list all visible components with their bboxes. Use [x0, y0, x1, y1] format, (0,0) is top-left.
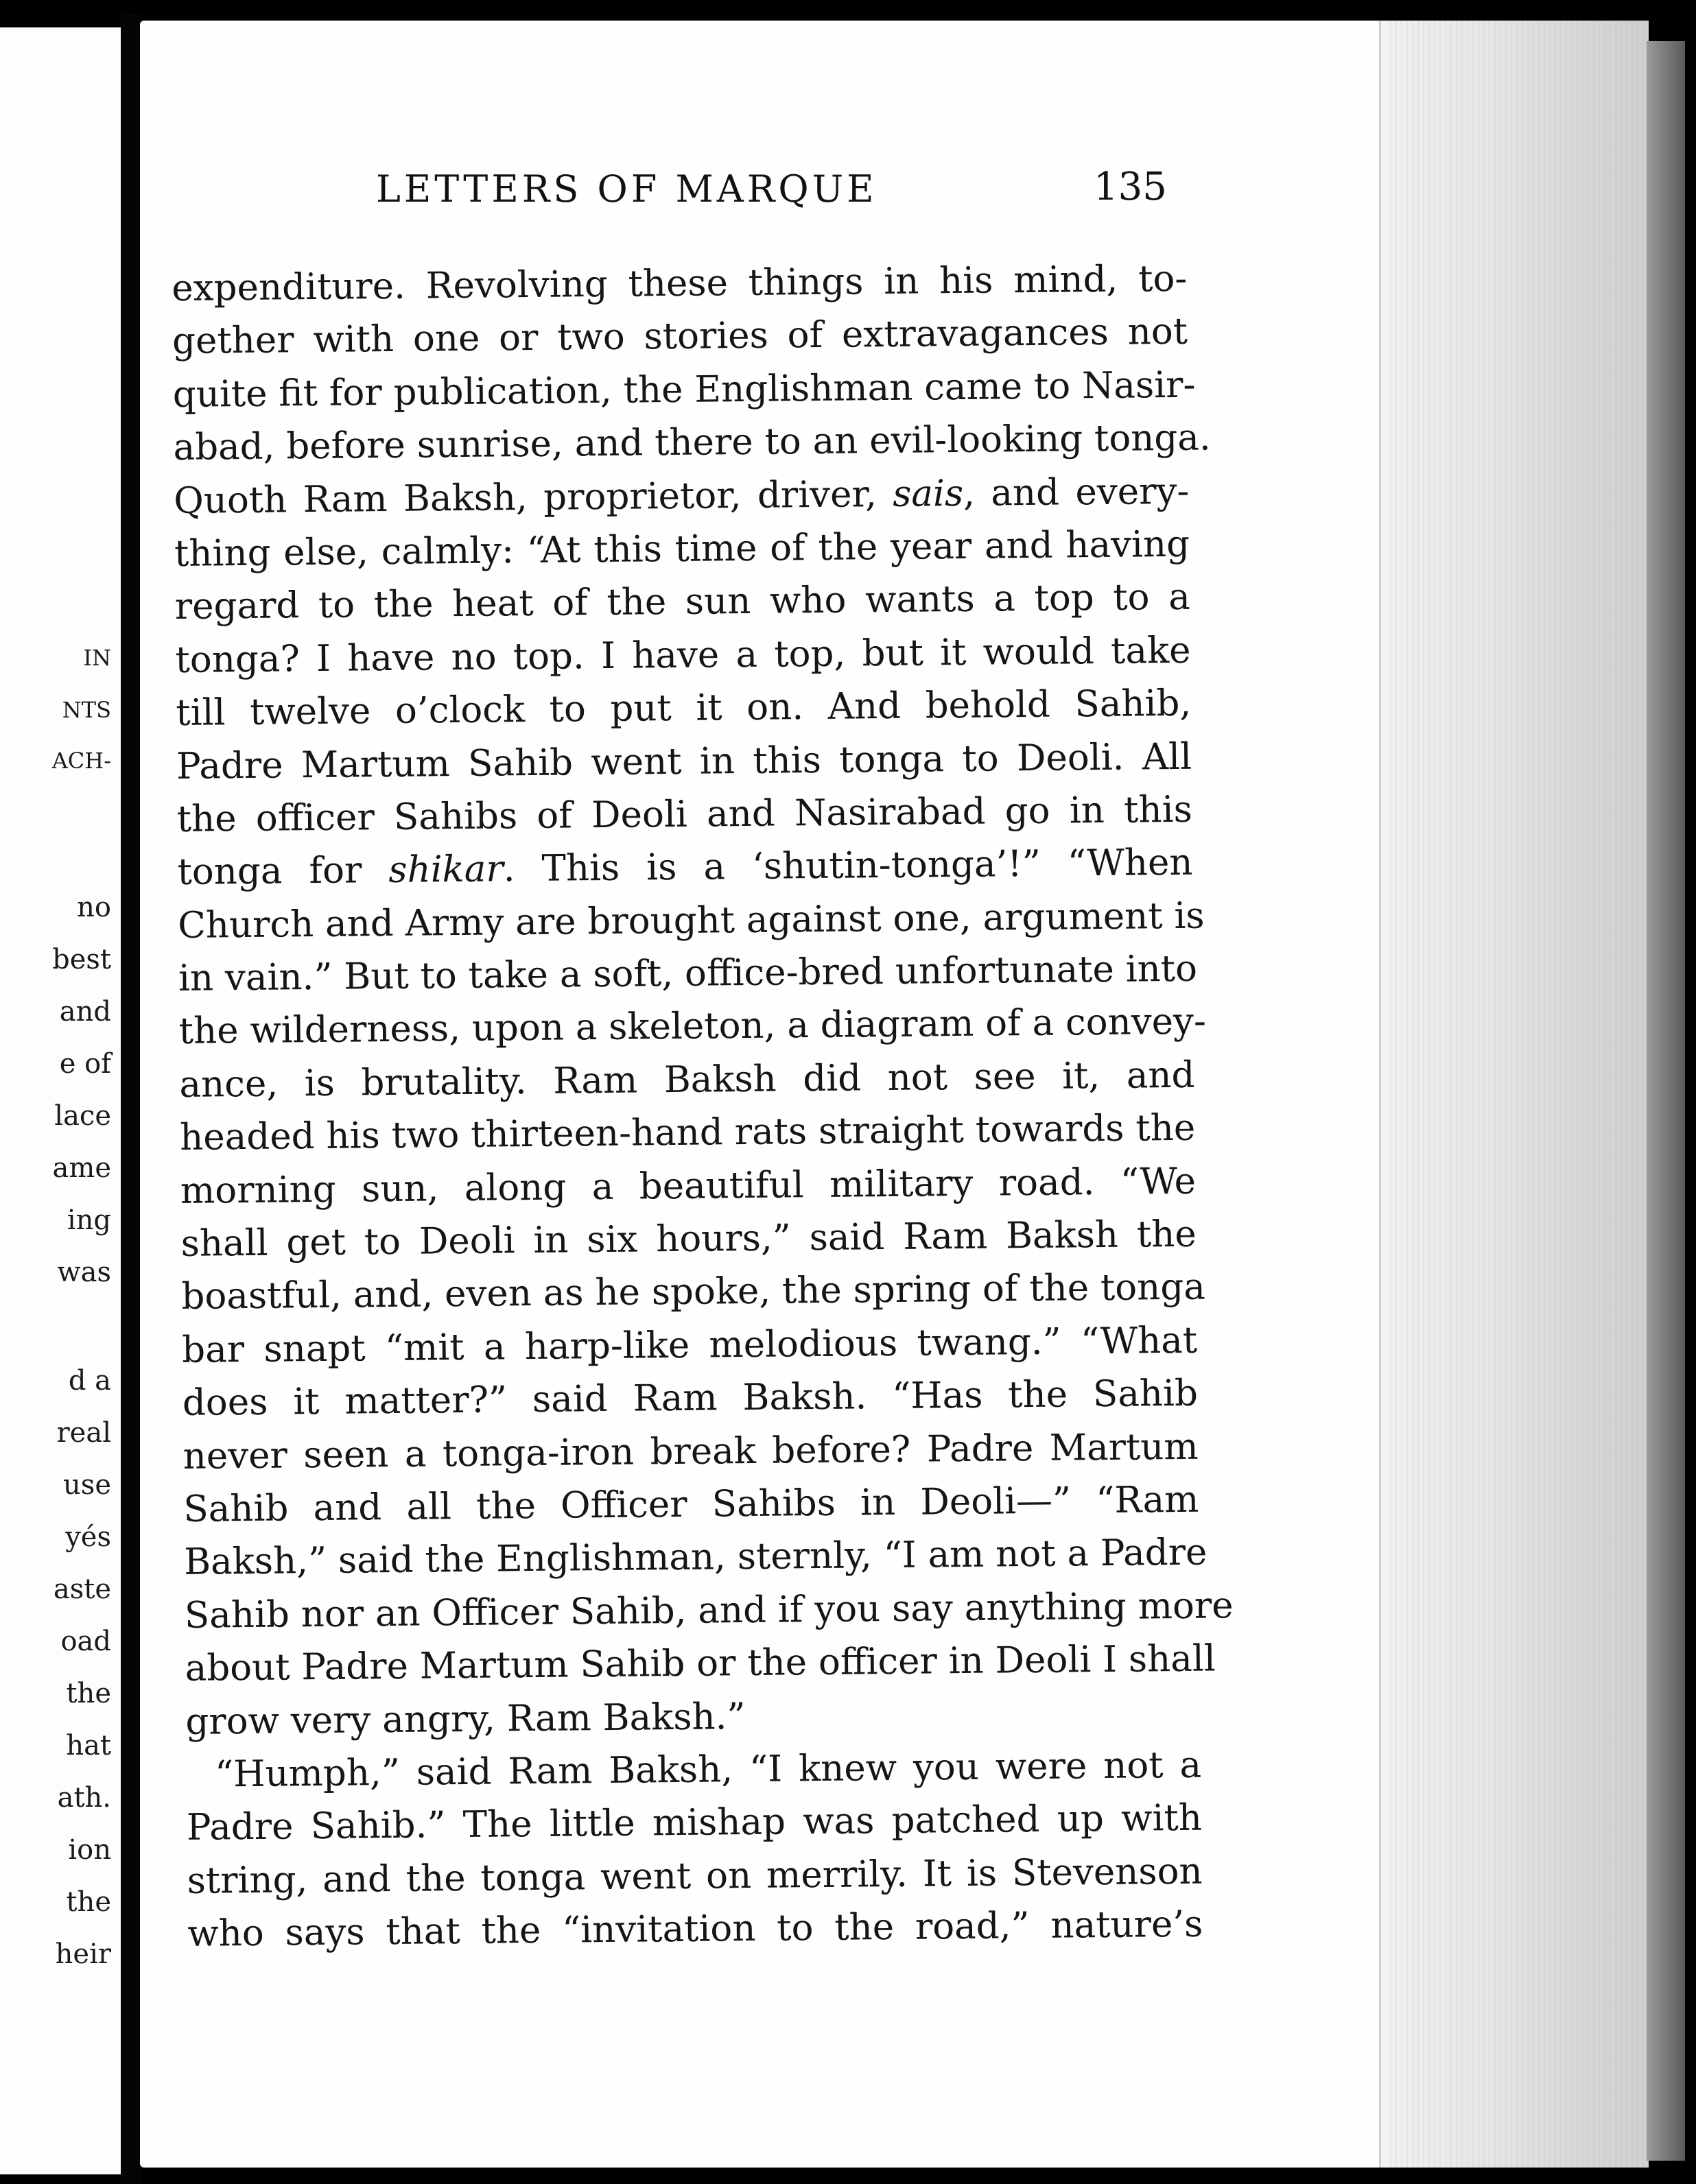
facing-page-fragment: oad: [60, 1626, 111, 1657]
body-text: [172, 252, 1234, 1961]
text-line: expenditure. Revolving these things in his mind, to-: [172, 257, 1188, 309]
text-line: boastful, and, even as he spoke, the spring of the tonga: [181, 1266, 1206, 1318]
text-line: never seen a tonga-iron break before? Padre Martum: [182, 1425, 1199, 1477]
running-header: LETTERS OF MARQUE: [376, 167, 878, 211]
paragraph: [186, 1739, 1203, 1961]
facing-page-fragment: the: [66, 1886, 111, 1918]
paragraph: [172, 252, 1234, 1748]
text-line: grow very angry, Ram Baksh.”: [185, 1695, 746, 1743]
text-line: Sahib nor an Officer Sahib, and if you say anything more: [184, 1584, 1234, 1637]
facing-page-fragment: ing: [67, 1204, 111, 1236]
facing-page-fragment: NTS: [62, 697, 111, 723]
text-line: thing else, calmly: “At this time of the year and having: [174, 523, 1190, 575]
facing-page-fragment: was: [57, 1257, 111, 1288]
text-line: the wilderness, upon a skeleton, a diagram of a convey-: [178, 1001, 1207, 1053]
facing-page-fragment: d a: [68, 1365, 111, 1397]
text-line: tonga? I have no top. I have a top, but it would take: [175, 629, 1191, 681]
facing-page-fragment: ath.: [57, 1782, 111, 1814]
facing-page-fragment: real: [56, 1417, 111, 1449]
text-line: does it matter?” said Ram Baksh. “Has the Sahib: [182, 1372, 1199, 1425]
text-line: about Padre Martum Sahib or the officer in Deoli I shall: [185, 1637, 1216, 1690]
facing-page-fragment: ame: [52, 1152, 111, 1184]
book-gutter: [121, 14, 141, 2184]
text-line: morning sun, along a beautiful military road. “We: [180, 1160, 1197, 1212]
facing-page-fragment: IN: [83, 645, 111, 671]
text-line: till twelve o’clock to put it on. And behold Sahib,: [176, 682, 1192, 735]
text-line: abad, before sunrise, and there to an evil-looking tonga.: [173, 416, 1212, 469]
facing-page: [0, 27, 125, 2174]
text-line: Church and Army are brought against one, argument is: [177, 894, 1205, 947]
text-line: Sahib and all the Officer Sahibs in Deoli—” “Ram: [183, 1478, 1199, 1530]
page-edge-lines: [1386, 21, 1647, 2168]
facing-page-fragment: use: [63, 1469, 111, 1501]
facing-page-fragment: ion: [68, 1834, 111, 1866]
text-line: regard to the heat of the sun who wants a top to a: [174, 576, 1191, 628]
facing-page-fragment: ACH-: [51, 748, 111, 774]
facing-page-fragment: heir: [55, 1938, 111, 1970]
page-edge-shadow: [1647, 41, 1685, 2161]
text-line: Padre Martum Sahib went in this tonga to Deoli. All: [176, 735, 1192, 787]
facing-page-fragment: the: [66, 1678, 111, 1709]
text-line: gether with one or two stories of extravagances not: [172, 311, 1188, 363]
text-line: string, and the tonga went on merrily. It is Stevenson: [187, 1850, 1203, 1902]
page-number: 135: [1094, 165, 1167, 209]
facing-page-fragment: hat: [66, 1730, 111, 1761]
text-line: Padre Sahib.” The little mishap was patched up with: [186, 1797, 1203, 1849]
text-line: who says that the “invitation to the road,” nature’s: [187, 1903, 1203, 1955]
text-line: in vain.” But to take a soft, office-bred unfortunate into: [178, 947, 1198, 1000]
facing-page-fragment: lace: [54, 1100, 111, 1132]
facing-page-fragment: no: [77, 892, 111, 923]
text-line: Quoth Ram Baksh, proprietor, driver, sais, and every-: [174, 470, 1190, 522]
facing-page-fragment: aste: [53, 1574, 111, 1605]
text-line: the officer Sahibs of Deoli and Nasirabad go in this: [176, 788, 1193, 840]
text-line: Baksh,” said the Englishman, sternly, “I am not a Padre: [183, 1531, 1208, 1584]
facing-page-fragment: and: [59, 996, 111, 1028]
text-line: ance, is brutality. Ram Baksh did not see it, and: [179, 1054, 1195, 1106]
facing-page-fragment: e of: [59, 1048, 111, 1080]
facing-page-fragment: best: [52, 944, 111, 975]
facing-page-fragment: yés: [65, 1521, 111, 1553]
text-line: quite fit for publication, the Englishman came to Nasir-: [172, 364, 1196, 416]
text-line: “Humph,” said Ram Baksh, “I knew you were not a: [214, 1744, 1202, 1796]
text-line: headed his two thirteen-hand rats straight towards the: [179, 1106, 1196, 1159]
text-line: tonga for shikar. This is a ‘shutin-tonga’!” “When: [177, 842, 1193, 894]
text-line: bar snapt “mit a harp-like melodious twang.” “What: [181, 1319, 1198, 1371]
text-line: shall get to Deoli in six hours,” said Ram Baksh the: [180, 1213, 1197, 1265]
